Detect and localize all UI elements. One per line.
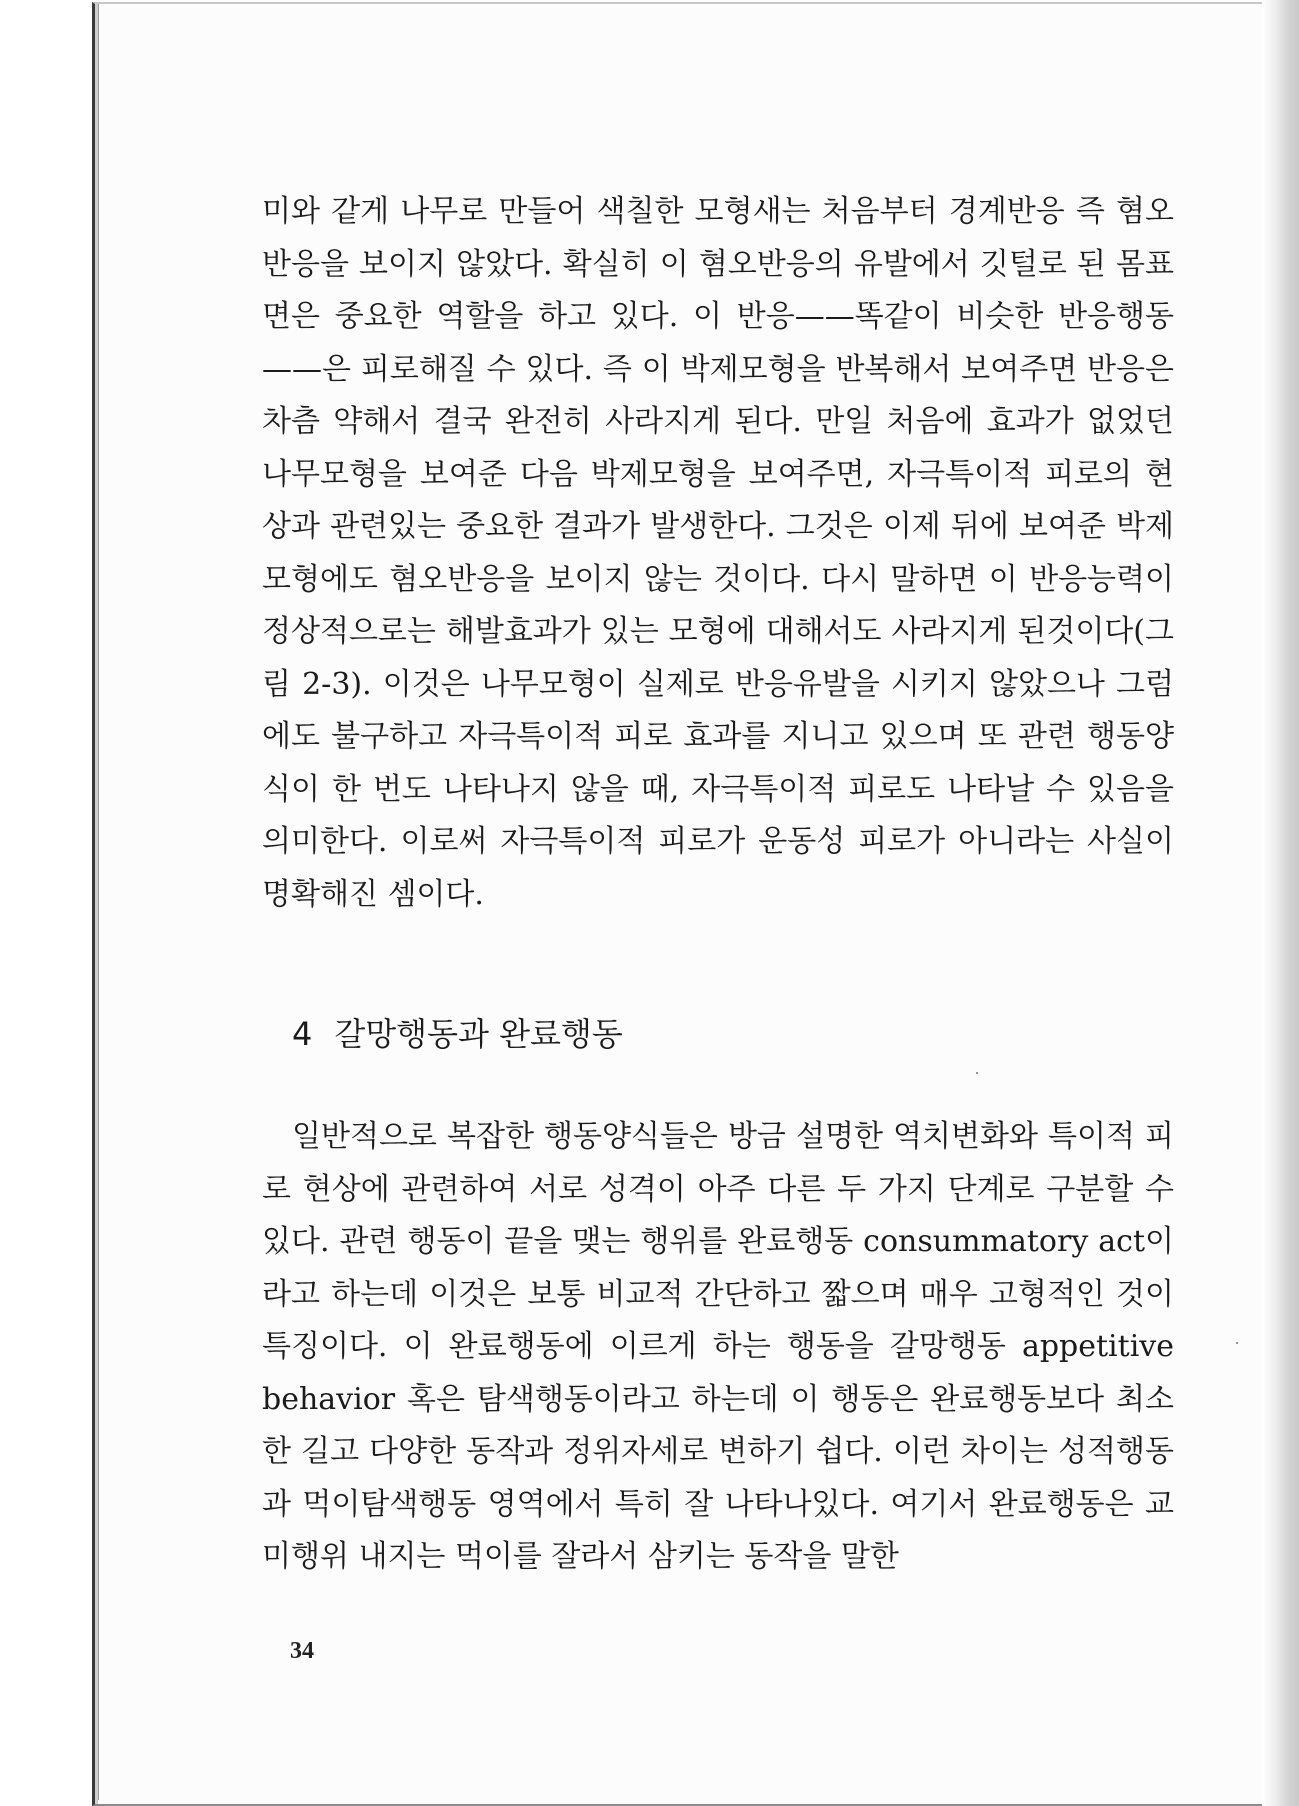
- page-spine-line: [98, 4, 99, 1800]
- section-number: 4: [292, 1015, 313, 1053]
- section-title: 갈망행동과 완료행동: [334, 1015, 623, 1053]
- scan-speck: [1236, 1342, 1238, 1344]
- page-number: 34: [290, 1638, 314, 1664]
- section-heading: [292, 1010, 623, 1058]
- body-paragraph-1: 미와 같게 나무로 만들어 색칠한 모형새는 처음부터 경계반응 즉 혐오반응을 보이지 않았다. 확실히 이 혐오반응의 유발에서 깃털로 된 몸표면은 중요한 역할을 하고 있다. 이 반응——똑같이 비슷한 반응행동——은 피로해질 수 있다. 즉 이 박제모형을 반복해서 보여주면 반응은 차츰 약해서 결국 완전히 사라지게 된다. 만일 처음에 효과가 없었던 나무모형을 보여준 다음 박제모형을 보여주면, 자극특이적 피로의 현상과 관련있는 중요한 결과가 발생한다. 그것은 이제 뒤에 보여준 박제모형에도 혐오반응을 보이지 않는 것이다. 다시 말하면 이 반응능력이 정상적으로는 해발효과가 있는 모형에 대해서도 사라지게 된것이다(그림 2-3). 이것은 나무모형이 실제로 반응유발을 시키지 않았으나 그럼에도 불구하고 자극특이적 피로 효과를 지니고 있으며 또 관련 행동양식이 한 번도 나타나지 않을 때, 자극특이적 피로도 나타날 수 있음을 의미한다. 이로써 자극특이적 피로가 운동성 피로가 아니라는 사실이 명확해진 셈이다.: [262, 194, 1174, 912]
- body-paragraph-2: 일반적으로 복잡한 행동양식들은 방금 설명한 역치변화와 특이적 피로 현상에 관련하여 서로 성격이 아주 다른 두 가지 단계로 구분할 수 있다. 관련 행동이 끝을 맺는 행위를 완료행동 consummatory act이라고 하는데 이것은 보통 비교적 간단하고 짧으며 매우 고형적인 것이 특징이다. 이 완료행동에 이르게 하는 행동을 갈망행동 appetitive behavior 혹은 탐색행동이라고 하는데 이 행동은 완료행동보다 최소한 길고 다양한 동작과 정위자세로 변하기 쉽다. 이런 차이는 성적행동과 먹이탐색행동 영역에서 특히 잘 나타나있다. 여기서 완료행동은 교미행위 내지는 먹이를 잘라서 삼키는 동작을 말한: [262, 1119, 1174, 1574]
- scan-speck: [976, 1072, 978, 1074]
- page-edge-shadow: [1262, 0, 1299, 1806]
